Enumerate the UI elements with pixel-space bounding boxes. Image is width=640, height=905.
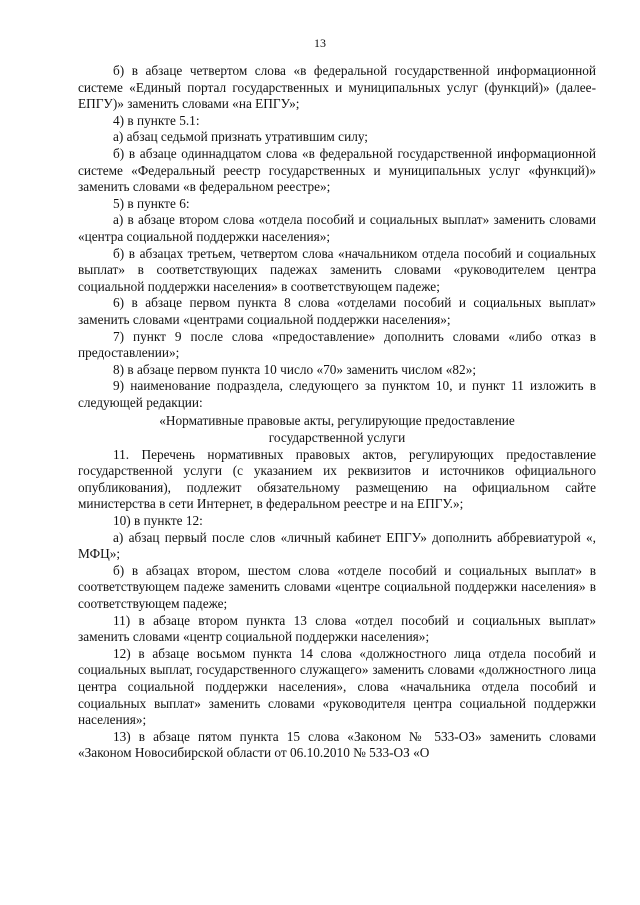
section-heading-line-2: государственной услуги [268, 430, 406, 446]
paragraph-item-9: 9) наименование подраздела, следующего за пунктом 10, и пункт 11 изложить в следующей редакции: [78, 378, 596, 410]
paragraph-item-6: 6) в абзаце первом пункта 8 слова «отделами пособий и социальных выплат» заменить словами «центрами социальной поддержки населения»; [78, 295, 596, 327]
paragraph-item-11: 11) в абзаце втором пункта 13 слова «отдел пособий и социальных выплат» заменить словами «центр социальной поддержки населения»; [78, 612, 596, 645]
paragraph-item-13: 13) в абзаце пятом пункта 15 слова «Законом № 533-ОЗ» заменить словами «Законом Новосибирской области от 06.10.2010 № 533-ОЗ «О [78, 728, 596, 761]
paragraph-point-11: 11. Перечень нормативных правовых актов, регулирующих предоставление государственной услуги (с указанием их реквизитов и источников официального опубликования), подлежит обязательному размещению на официальном сайте министерства в сети Интернет, в федеральном реестре и на ЕПГУ.»; [78, 446, 596, 512]
paragraph-item-7: 7) пункт 9 после слова «предоставление» дополнить словами «либо отказ в предоставлении»; [78, 328, 596, 361]
paragraph-amend-b-abzac-4: б) в абзаце четвертом слова «в федеральной государственной информационной системе «Единый портал государственных и муниципальных услуг (функций)» (далее-ЕПГУ)» заменить словами «на ЕПГУ»; [78, 63, 596, 112]
paragraph-item-4: 4) в пункте 5.1: [113, 112, 200, 128]
paragraph-item-12: 12) в абзаце восьмом пункта 14 слова «должностного лица отдела пособий и социальных выплат, государственного служащего» заменить словами «должностного лица центра социальной поддержки населения», слова «начальника отдела пособий и социальных выплат» заменить словами «руководителя центра социальной поддержки населения»; [78, 645, 596, 728]
paragraph-amend-b-abzac-2-6: б) в абзацах втором, шестом слова «отделе пособий и социальных выплат» в соответствующем падеже заменить словами «центре социальной поддержки населения» в соответствующем падеже; [78, 562, 596, 611]
paragraph-amend-a-abzac-7: а) абзац седьмой признать утратившим силу; [113, 129, 368, 145]
paragraph-item-10: 10) в пункте 12: [113, 513, 203, 529]
paragraph-item-5: 5) в пункте 6: [113, 195, 190, 211]
paragraph-amend-a-abzac-2: а) в абзаце втором слова «отдела пособий и социальных выплат» заменить словами «центра социальной поддержки населения»; [78, 212, 596, 244]
section-heading [78, 413, 596, 446]
page-number: 13 [314, 36, 326, 50]
paragraph-amend-b-abzac-3-4: б) в абзацах третьем, четвертом слова «начальником отдела пособий и социальных выплат» в соответствующих падежах заменить словами «руководителем центра социальной поддержки населения» в соответствующем падеже; [78, 245, 596, 294]
section-heading-line-1: «Нормативные правовые акты, регулирующие предоставление [159, 413, 515, 429]
paragraph-amend-b-abzac-11: б) в абзаце одиннадцатом слова «в федеральной государственной информационной системе «Федеральный реестр государственных и муниципальных услуг «функций)» заменить словами «в федеральном реестре»; [78, 145, 596, 195]
paragraph-item-8: 8) в абзаце первом пункта 10 число «70» заменить числом «82»; [113, 361, 477, 377]
document-body [78, 63, 596, 762]
paragraph-amend-a-abzac-1: а) абзац первый после слов «личный кабинет ЕПГУ» дополнить аббревиатурой «, МФЦ»; [78, 529, 596, 562]
